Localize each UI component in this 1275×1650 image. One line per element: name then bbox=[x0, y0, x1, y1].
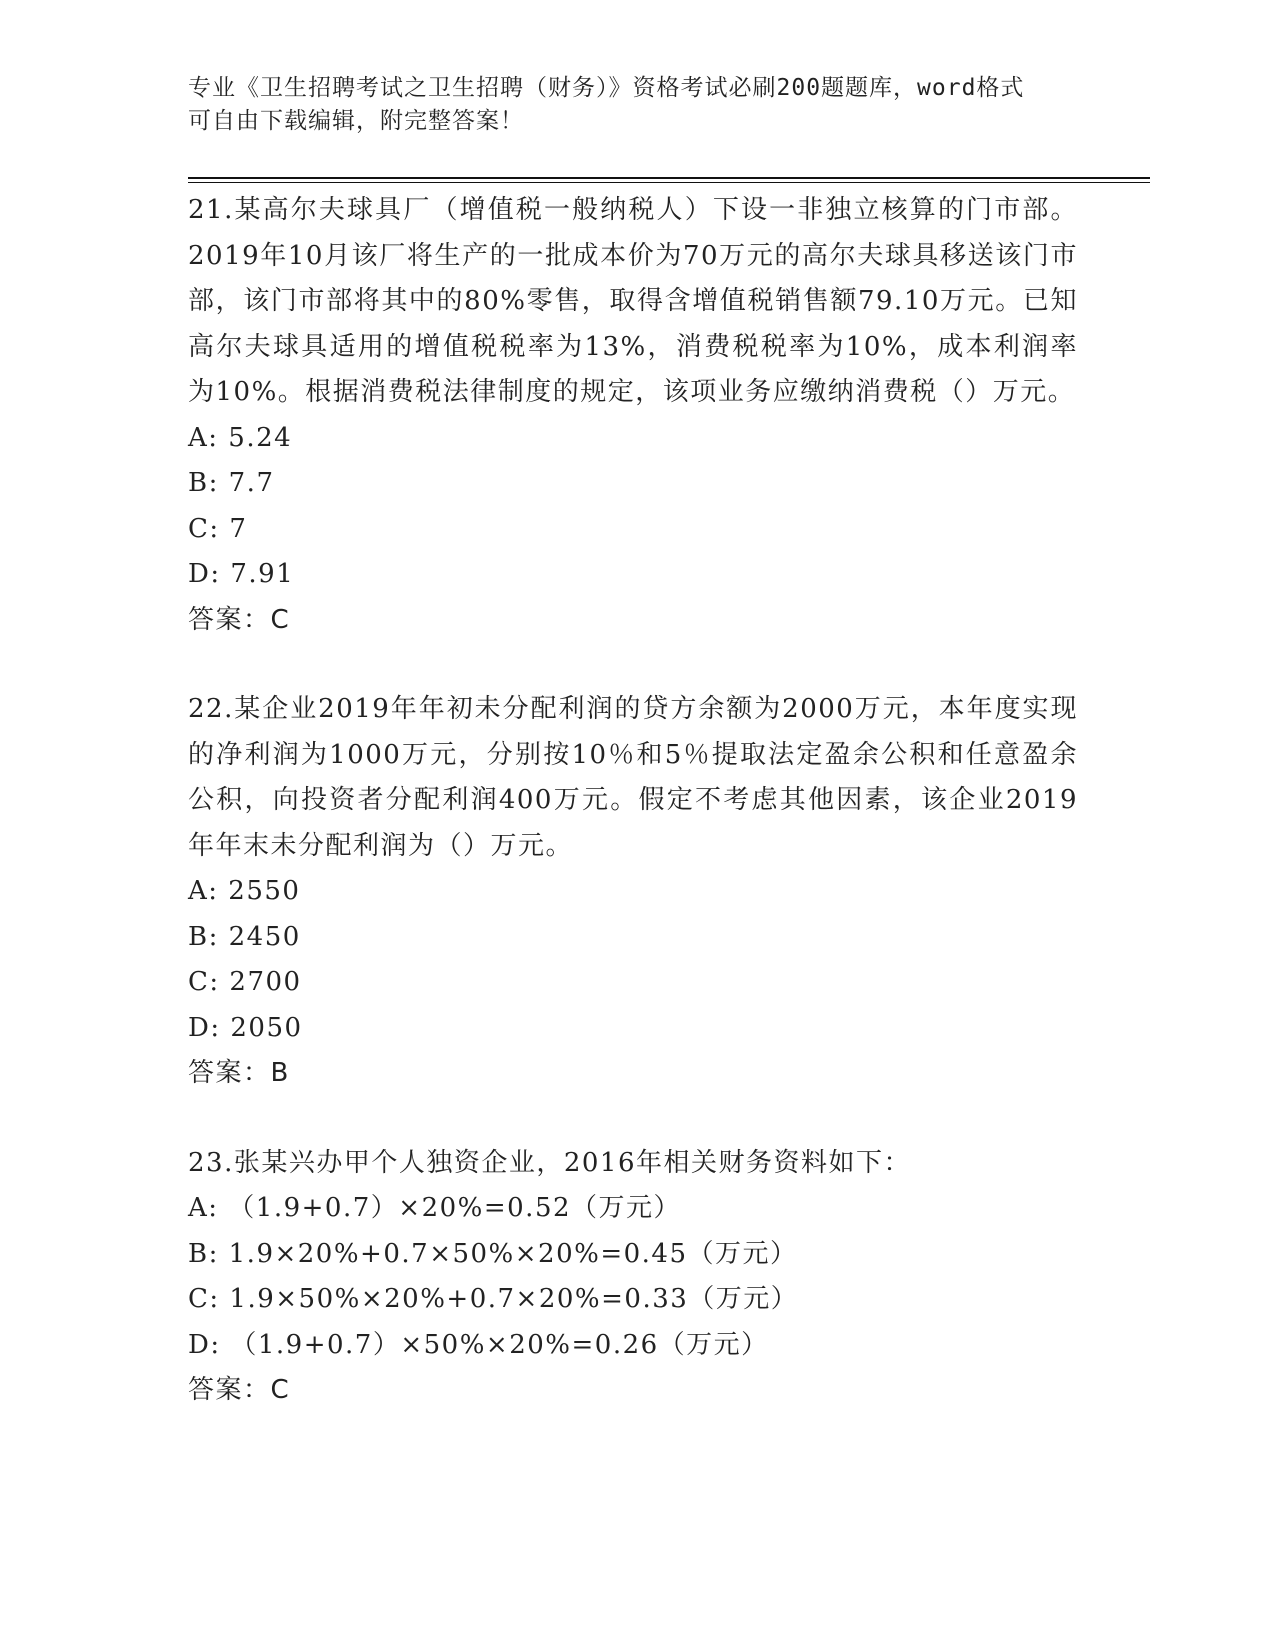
header-line-2: 可自由下载编辑，附完整答案！ bbox=[188, 108, 524, 134]
question-stem: 22.某企业2019年年初未分配利润的贷方余额为2000万元，本年度实现的净利润为1000万元，分别按10％和5％提取法定盈余公积和任意盈余公积，向投资者分配利润400万元。假定不考虑其他因素，该企业2019年年末未分配利润为（）万元。 bbox=[188, 694, 1078, 861]
question-21 bbox=[188, 188, 1078, 643]
option-d: D: 2050 bbox=[188, 1012, 303, 1043]
question-23 bbox=[188, 1141, 1078, 1414]
question-stem: 21.某高尔夫球具厂（增值税一般纳税人）下设一非独立核算的门市部。2019年10月该厂将生产的一批成本价为70万元的高尔夫球具移送该门市部，该门市部将其中的80%零售，取得含增值税销售额79.10万元。已知高尔夫球具适用的增值税税率为13%，消费税税率为10%，成本利润率为10%。根据消费税法律制度的规定，该项业务应缴纳消费税（）万元。 bbox=[188, 195, 1078, 407]
option-a: A: 2550 bbox=[188, 876, 301, 906]
answer: 答案：C bbox=[188, 1375, 291, 1405]
document-header bbox=[188, 72, 1068, 138]
option-d: D: （1.9+0.7）×50%×20%=0.26（万元） bbox=[188, 1329, 769, 1360]
option-c: C: 2700 bbox=[188, 967, 302, 997]
option-d: D: 7.91 bbox=[188, 559, 295, 589]
answer: 答案：B bbox=[188, 1058, 290, 1088]
answer: 答案：C bbox=[188, 604, 291, 635]
option-c: C: 1.9×50%×20%+0.7×20%=0.33（万元） bbox=[188, 1284, 799, 1314]
header-divider-thin bbox=[188, 182, 1150, 183]
option-c: C: 7 bbox=[188, 513, 248, 544]
question-22 bbox=[188, 687, 1078, 1097]
header-divider-thick bbox=[188, 177, 1150, 179]
header-line-1: 专业《卫生招聘考试之卫生招聘（财务）》资格考试必刷200题题库，word格式 bbox=[188, 75, 1025, 101]
option-a: A: 5.24 bbox=[188, 422, 293, 453]
option-b: B: 1.9×20%+0.7×50%×20%=0.45（万元） bbox=[188, 1238, 798, 1269]
option-a: A: （1.9+0.7）×20%=0.52（万元） bbox=[188, 1193, 682, 1223]
question-list bbox=[188, 188, 1078, 1458]
option-b: B: 2450 bbox=[188, 921, 301, 952]
question-stem: 23.张某兴办甲个人独资企业，2016年相关财务资料如下： bbox=[188, 1147, 912, 1178]
option-b: B: 7.7 bbox=[188, 468, 275, 498]
